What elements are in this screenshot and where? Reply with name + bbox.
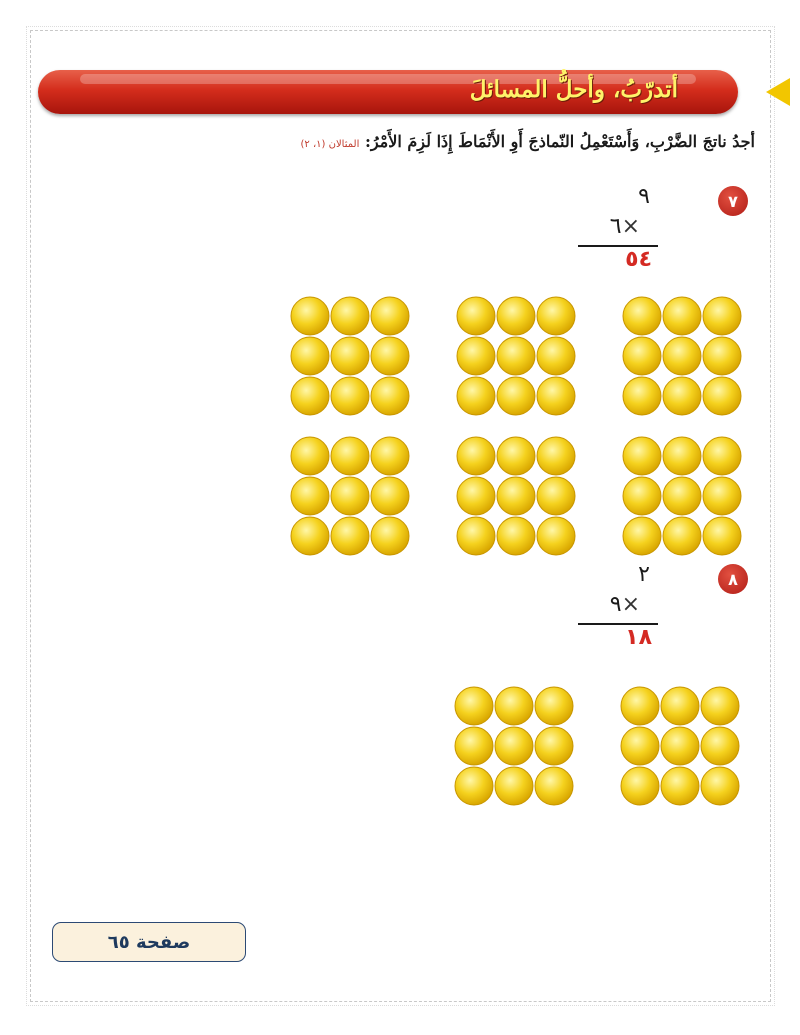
counter-model [454,686,760,810]
counter-disc [331,337,369,375]
counter-disc [537,337,575,375]
counter-disc [535,727,573,765]
multiplier-row [610,592,650,617]
counter-disc [331,437,369,475]
counter-disc [455,727,493,765]
multiply-sign: × [621,214,640,239]
answer: ٥٤ [625,247,652,272]
counter-disc [537,477,575,515]
counter-disc [701,727,739,765]
counter-disc [623,517,661,555]
counter-disc [331,297,369,335]
counter-disc [331,477,369,515]
counter-disc [371,517,409,555]
counter-disc [495,727,533,765]
counter-disc [457,477,495,515]
counter-disc [621,687,659,725]
counter-disc [661,767,699,805]
counter-disc [497,377,535,415]
counter-disc [291,337,329,375]
counter-disc [663,517,701,555]
counter-disc [455,767,493,805]
counter-disc [497,337,535,375]
multiplier-row [610,214,650,239]
counter-disc [331,517,369,555]
counter-disc [371,377,409,415]
counter-disc [661,727,699,765]
counter-disc [457,337,495,375]
counter-model [290,296,760,552]
counter-disc [371,437,409,475]
counter-disc [291,377,329,415]
counter-disc [703,377,741,415]
counter-disc [663,437,701,475]
counter-disc [291,517,329,555]
counter-disc [701,767,739,805]
section-title: أتدرّبُ، وأحلُّ المسائلَ [469,76,678,103]
counter-disc [703,477,741,515]
counter-disc [457,297,495,335]
arrow-left-icon [766,78,790,106]
counter-disc [537,377,575,415]
problem-number-badge: ٨ [718,564,748,594]
counter-disc [661,687,699,725]
counter-disc [495,687,533,725]
instructions-text: أجدُ ناتجَ الضَّرْبِ، وَأَسْتَعْمِلُ النّماذجَ أَوِ الأَنْمَاطَ إِذَا لَزِمَ الأَمْرُ: [364,132,755,151]
counter-disc [663,477,701,515]
counter-disc [371,477,409,515]
counter-disc [621,727,659,765]
counter-disc [371,337,409,375]
counter-disc [623,297,661,335]
multiplicand: ٢ [638,562,650,587]
multiply-sign: × [621,592,640,617]
counter-disc [537,517,575,555]
counter-disc [535,767,573,805]
examples-reference: المثالان (١، ٢) [300,139,360,150]
counter-disc [457,517,495,555]
counter-disc [291,437,329,475]
counter-disc [495,767,533,805]
counter-disc [701,687,739,725]
counter-disc [703,297,741,335]
counter-disc [703,337,741,375]
counter-disc [291,297,329,335]
counter-disc [663,297,701,335]
answer: ١٨ [625,625,652,650]
counter-disc [623,377,661,415]
counter-disc [535,687,573,725]
problem-7-multiplication [570,184,690,274]
counter-disc [537,297,575,335]
multiplier: ٦ [609,214,622,239]
counter-disc [497,437,535,475]
problem-number-badge: ٧ [718,186,748,216]
counter-disc [623,477,661,515]
section-banner [38,70,738,114]
counter-disc [497,477,535,515]
counter-disc [497,297,535,335]
instructions [35,132,755,151]
counter-disc [331,377,369,415]
multiplier: ٩ [609,592,622,617]
counter-disc [537,437,575,475]
multiplicand: ٩ [638,184,650,209]
counter-disc [457,377,495,415]
counter-disc [663,377,701,415]
counter-disc [455,687,493,725]
counter-disc [703,517,741,555]
counter-disc [663,337,701,375]
counter-disc [371,297,409,335]
counter-disc [703,437,741,475]
counter-disc [497,517,535,555]
counter-disc [623,337,661,375]
counter-disc [291,477,329,515]
page-number-label: صفحة ٦٥ [52,922,246,962]
counter-disc [457,437,495,475]
problem-8-multiplication [570,562,690,652]
counter-disc [623,437,661,475]
counter-disc [621,767,659,805]
